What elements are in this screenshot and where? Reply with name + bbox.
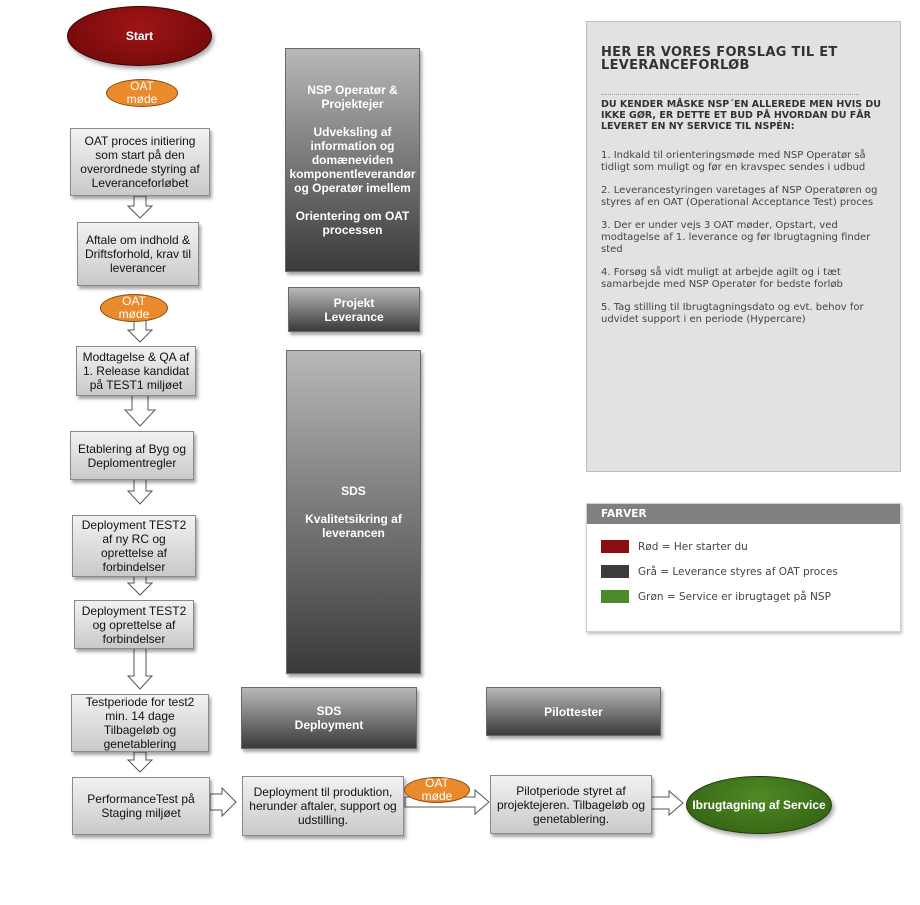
legend-swatch-red [601, 540, 629, 553]
role-sds-deployment: SDS Deployment [241, 687, 417, 749]
legend-item-green [601, 590, 900, 603]
info-point-3: 3. Der er under vejs 3 OAT møder, Opstart, ved modtagelse af 1. leverance og før Ibrugtagning finder sted [601, 220, 871, 255]
step-oat-initiation: OAT proces initiering som start på den overordnede styring af Leveranceforløbet [70, 128, 210, 196]
info-divider [601, 94, 859, 95]
arrow-down-5 [128, 575, 152, 595]
legend-swatch-gray [601, 565, 629, 578]
legend-item-gray [601, 565, 900, 578]
step-agreement: Aftale om indhold & Driftsforhold, krav til leverancer [77, 222, 199, 286]
end-node [686, 776, 832, 834]
arrow-down-2 [128, 320, 152, 342]
legend-header: FARVER [587, 504, 900, 524]
role-nsp-operator: NSP Operatør & Projektejer Udveksling af information og domæneviden komponentleverandør og Operatør imellem Orientering om OAT processen [285, 48, 420, 272]
oat-meeting-2: OAT møde [100, 294, 168, 322]
arrow-down-1 [128, 196, 152, 218]
arrow-right-1 [210, 788, 236, 816]
color-legend [586, 503, 901, 632]
step-deploy-test2: Deployment TEST2 og oprettelse af forbindelser [74, 600, 194, 649]
role-project-delivery: Projekt Leverance [288, 287, 420, 332]
arrow-right-3 [651, 791, 683, 815]
info-point-1: 1. Indkald til orienteringsmøde med NSP Operatør så tidligt som muligt og før en kravspec sendes i udbud [601, 150, 866, 173]
arrow-down-7 [128, 752, 152, 772]
info-panel [586, 21, 901, 472]
legend-label-red: Rød = Her starter du [638, 540, 748, 553]
step-deploy-test2-rc: Deployment TEST2 af ny RC og oprettelse af forbindelser [72, 515, 196, 577]
legend-label-green: Grøn = Service er ibrugtaget på NSP [638, 590, 831, 603]
role-sds-quality: SDS Kvalitetsikring af leverancen [286, 350, 421, 674]
step-reception-qa: Modtagelse & QA af 1. Release kandidat på TEST1 miljøet [76, 346, 196, 396]
legend-label-gray: Grå = Leverance styres af OAT proces [638, 565, 838, 578]
arrow-down-4 [128, 479, 152, 504]
step-deploy-production: Deployment til produktion, herunder aftaler, support og udstilling. [242, 776, 404, 836]
step-test-period: Testperiode for test2 min. 14 dage Tilbageløb og genetablering [71, 694, 209, 752]
role-pilot-tester: Pilottester [486, 687, 661, 736]
info-point-2: 2. Leverancestyringen varetages af NSP Operatøren og styres af en OAT (Operational Acceptance Test) proces [601, 185, 878, 208]
arrow-down-3 [125, 392, 155, 426]
step-pilot-period: Pilotperiode styret af projektejeren. Tilbageløb og genetablering. [490, 775, 652, 834]
oat-meeting-1: OAT møde [106, 79, 178, 107]
start-node [67, 6, 212, 66]
step-build-rules: Etablering af Byg og Deplomentregler [70, 431, 194, 480]
info-subtitle: DU KENDER MÅSKE NSP´EN ALLEREDE MEN HVIS DU IKKE GØR, ER DETTE ET BUD PÅ HVORDAN DU FÅR LEVERET EN NY SERVICE TIL NSPÉN: [601, 99, 881, 132]
step-performance-test: PerformanceTest på Staging miljøet [72, 777, 210, 835]
info-title: HER ER VORES FORSLAG TIL ET LEVERANCEFORLØB [601, 45, 838, 73]
legend-swatch-green [601, 590, 629, 603]
info-point-4: 4. Forsøg så vidt muligt at arbejde agilt og i tæt samarbejde med NSP Operatør for bedste forløb [601, 267, 843, 290]
arrow-down-6 [128, 648, 152, 689]
start-label: Start [125, 29, 154, 43]
legend-item-red [601, 540, 900, 553]
info-point-5: 5. Tag stilling til Ibrugtagningsdato og evt. behov for udvidet support i en periode (Hypercare) [601, 302, 864, 325]
end-label: Ibrugtagning af Service [692, 798, 826, 812]
oat-meeting-3: OAT møde [404, 777, 470, 803]
